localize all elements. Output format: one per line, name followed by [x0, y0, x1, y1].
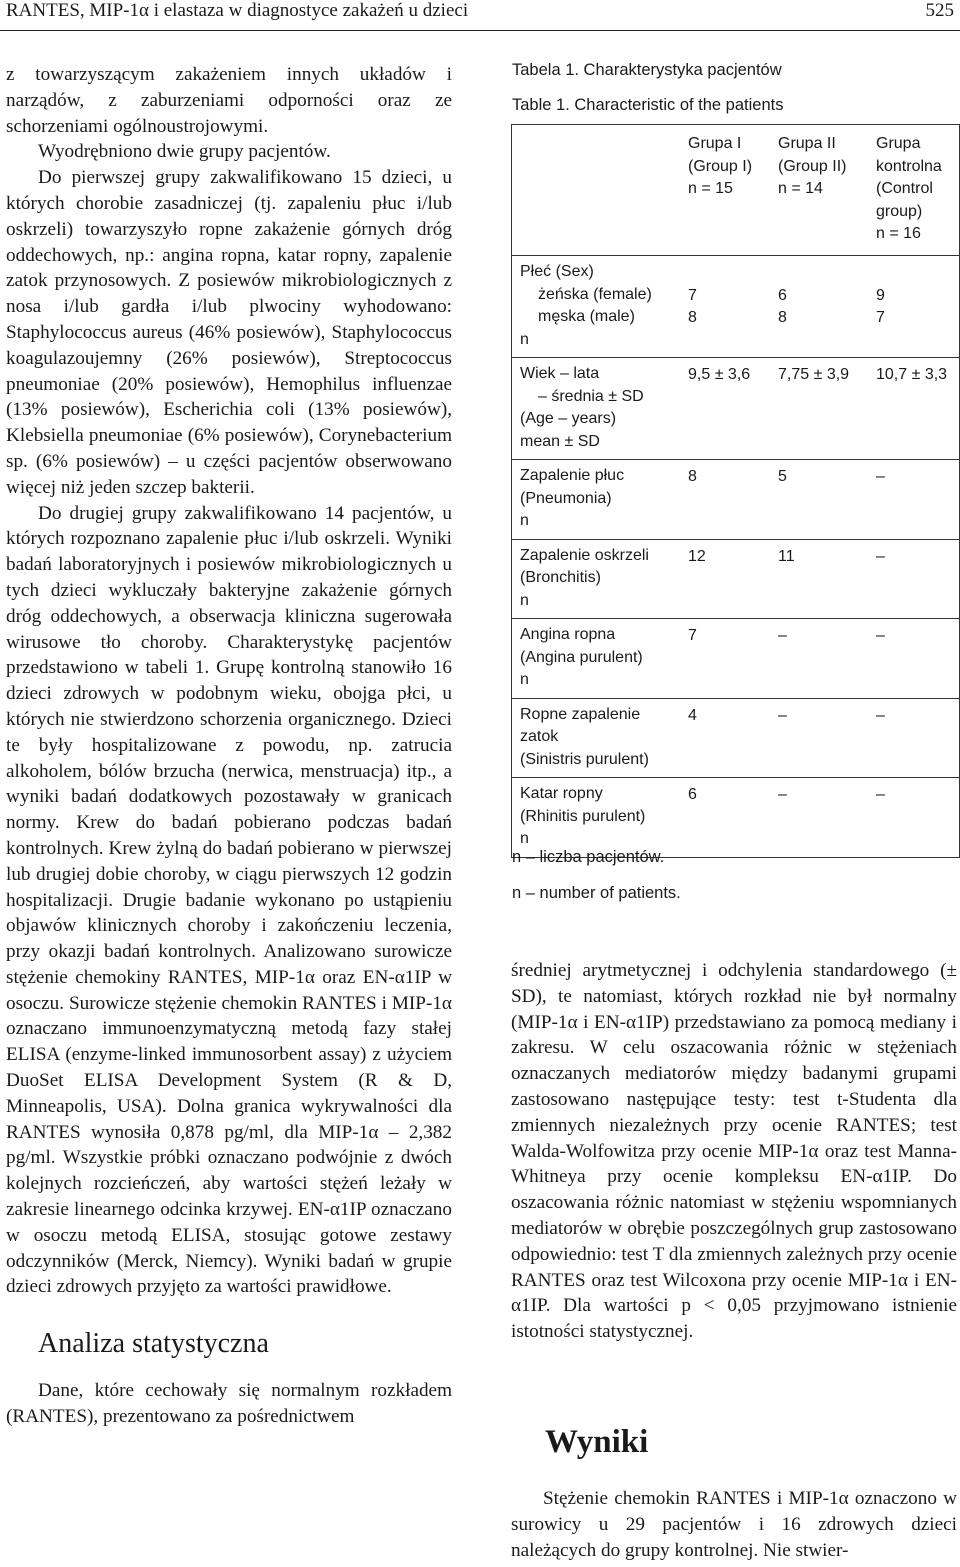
left-column [6, 62, 452, 1430]
header-rule [0, 30, 960, 31]
header-text: Grupa [876, 135, 921, 152]
cell-group-two: 7,75 ± 3,9 [778, 366, 850, 383]
header-text: Grupa II [778, 135, 836, 152]
label-line: męska (male) [538, 308, 635, 325]
header-control-group [876, 133, 942, 246]
cell-group-one: 12 [688, 547, 706, 565]
header-text: (Group I) [688, 157, 753, 175]
label-line: (Bronchitis) [520, 569, 601, 586]
cell-group-two: 5 [778, 468, 787, 485]
cell-group-one: 6 [688, 786, 697, 803]
label-line: (Pneumonia) [520, 489, 612, 507]
table-note-pl: n – liczba pacjentów. [512, 848, 665, 866]
table-row [512, 699, 959, 779]
header-text: kontrolna [876, 157, 942, 175]
cell-control: 9 7 [876, 286, 885, 326]
label-line: Zapalenie oskrzeli [520, 546, 649, 564]
label-line: mean ± SD [520, 432, 600, 450]
right-column-results [511, 1486, 957, 1563]
label-line: n [520, 512, 529, 529]
cell-control: – [876, 627, 885, 644]
cell-group-two: 6 8 [778, 286, 787, 326]
label-line: (Sinistris purulent) [520, 750, 649, 768]
table-row [512, 358, 959, 460]
row-label [512, 778, 680, 857]
paragraph-statistics: Dane, które cechowały się normalnym rozkładem (RANTES), prezentowano za pośrednictwem [6, 1380, 452, 1428]
cell-group-two: – [778, 627, 787, 644]
cell-group-one: 4 [688, 706, 697, 724]
paragraph-continued: z towarzyszącym zakażeniem innych układów i narządów, z zaburzeniami odporności oraz ze schorzeniami ogólnoustrojowymi. [6, 64, 452, 137]
row-label [512, 699, 680, 778]
label-line: – średnia ± SD [538, 387, 644, 405]
table-header-row [512, 125, 959, 256]
cell-group-two: 11 [778, 547, 795, 565]
label-line: zatok [520, 728, 559, 745]
cell-group-one: 8 [688, 468, 697, 485]
header-text: group) [876, 202, 923, 220]
section-heading-results: Wyniki [545, 1424, 649, 1460]
header-text: n = 14 [778, 180, 823, 197]
cell-group-two: – [778, 706, 787, 724]
label-line: Ropne zapalenie [520, 705, 641, 723]
cell-control: – [876, 547, 885, 565]
row-label [512, 256, 680, 357]
cell-control: 10,7 ± 3,3 [876, 366, 948, 383]
running-header [6, 0, 954, 26]
cell-group-one: 7 8 [688, 286, 697, 326]
paragraph-statistics-continued: średniej arytmetycznej i odchylenia standardowego (± SD), te natomiast, których rozkład nie był normalny (MIP-1α i EN-α1IP) przedstawiano za pomocą mediany i zakresu. W celu oszacowania różnic w stężeniach oznaczanych mediatorów między badanymi grupami zastosowano następujące testy: test t-Studenta dla zmiennych niezależnych przy ocenie RANTES; test Walda-Wolfowitza przy ocenie MIP-1α oraz test Manna-Whitneya przy ocenie kompleksu EN-α1IP. Do oszacowania różnic natomiast w stężeniu wspomnianych mediatorów w obrębie poszczególnych grup zastosowano odpowiednio: test T dla zmiennych zależnych przy ocenie RANTES oraz test Wilcoxona przy ocenie MIP-1α i EN-α1IP. Dla wartości p < 0,05 przyjmowano istnienie istotności statystycznej. [511, 960, 957, 1343]
label-line: (Angina purulent) [520, 648, 643, 666]
table-note-en: n – number of patients. [512, 884, 681, 902]
table-row [512, 460, 959, 540]
paragraph-results: Stężenie chemokin RANTES i MIP-1α oznaczono w surowicy u 29 pacjentów i 16 zdrowych dzieci należących do grupy kontrolnej. Nie stwier- [511, 1488, 957, 1561]
header-text: n = 16 [876, 225, 921, 242]
label-line: Angina ropna [520, 626, 616, 643]
header-text: (Group II) [778, 157, 847, 175]
label-line: (Rhinitis purulent) [520, 807, 646, 825]
label-line: n [520, 671, 529, 688]
header-text: n = 15 [688, 180, 733, 197]
label-line: (Age – years) [520, 410, 617, 427]
label-line: n [520, 830, 529, 847]
cell-group-one: 7 [688, 627, 697, 644]
patients-table [511, 124, 960, 858]
table-row [512, 540, 959, 620]
paragraph-group-one: Do pierwszej grupy zakwalifikowano 15 dzieci, u których chorobie zasadniczej (tj. zapaleniu płuc i/lub oskrzeli) towarzyszyło ropne zakażenie górnych dróg oddechowych, np.: angina ropna, katar ropny, zapalenie zatok przynosowych. Z posiewów mikrobiologicznych z nosa i/lub gardła i/lub plwociny wyhodowano: Staphylococcus aureus (46% posiewów), Staphylococcus koagulazoujemny (26% posiewów), Streptococcus pneumoniae (20% posiewów), Hemophilus influenzae (13% posiewów), Escherichia coli (13% posiewów), Klebsiella pneumoniae (6% posiewów), Corynebacterium sp. (6% posiewów) – u części pacjentów obserwowano więcej niż jeden szczep bakterii. [6, 167, 452, 498]
page-number: 525 [925, 0, 954, 21]
row-label [512, 540, 680, 619]
cell-group-two: – [778, 786, 787, 803]
cell-control: – [876, 786, 885, 803]
row-label [512, 619, 680, 698]
paragraph-group-two: Do drugiej grupy zakwalifikowano 14 pacjentów, u których rozpoznano zapalenie płuc i/lub oskrzeli. Wyniki badań laboratoryjnych i posiewów mikrobiologicznych u tych dzieci wykluczały bakteryjne zakażenie górnych dróg oddechowych, a obserwacja kliniczna sugerowała wirusowe tło choroby. Charakterystykę pacjentów przedstawiono w tabeli 1. Grupę kontrolną stanowiło 16 dzieci zdrowych w podobnym wieku, obojga płci, u których nie stwierdzono schorzenia organicznego. Dzieci te były hospitalizowane z powodu, np. zatrucia alkoholem, bólów brzucha (nerwica, menstruacja) itp., a wyniki badań dodatkowych pozostawały w granicach normy. Krew do badań pobierano podczas badań kontrolnych. Krew żylną do badań pobierano w pierwszej lub drugiej dobie choroby, w ciągu pierwszych 12 godzin hospitalizacji. Drugie badanie wykonano po ustąpieniu objawów klinicznych choroby i zakończeniu leczenia, przy okazji badań kontrolnych. Analizowano surowicze stężenie chemokiny RANTES, MIP-1α oraz EN-α1IP w osoczu. Surowicze stężenie chemokin RANTES i MIP-1α oznaczano immunoenzymatyczną metodą fazy stałej ELISA (enzyme-linked immunosorbent assay) z użyciem DuoSet ELISA Development System (R & D, Minneapolis, USA). Dolna granica wykrywalności dla RANTES wynosiła 0,878 pg/ml, dla MIP-1α – 2,382 pg/ml. Wszystkie próbki oznaczano podwójnie z dwóch kolejnych rozcieńczeń, aby wartości stężeń leżały w zakresie linearnego odcinka krzywej. EN-α1IP oznaczano w osoczu metodą ELISA, stosując gotowe zestawy odczynników (Merck, Niemcy). Wyniki badań w grupie dzieci zdrowych przyjęto za wartości prawidłowe. [6, 502, 452, 1298]
table-row [512, 619, 959, 699]
cell-control: – [876, 706, 885, 724]
label-line: Płeć (Sex) [520, 263, 594, 280]
label-line: Katar ropny [520, 785, 603, 802]
right-column-text [511, 958, 957, 1345]
header-text: (Control [876, 180, 933, 197]
header-text: Grupa I [688, 135, 742, 152]
label-line: żeńska (female) [538, 285, 652, 303]
label-line: n [520, 591, 529, 609]
row-label [512, 358, 680, 459]
table-row [512, 256, 959, 358]
cell-group-one: 9,5 ± 3,6 [688, 366, 751, 383]
cell-control: – [876, 468, 885, 485]
paragraph-groups: Wyodrębniono dwie grupy pacjentów. [38, 141, 331, 163]
header-group-one [688, 133, 752, 201]
table-caption-pl: Tabela 1. Charakterystyka pacjentów [512, 61, 782, 79]
section-heading-statistics: Analiza statystyczna [38, 1328, 269, 1360]
table-row [512, 778, 959, 857]
label-line: Wiek – lata [520, 365, 600, 382]
header-group-two [778, 133, 846, 201]
label-line: Zapalenie płuc [520, 467, 625, 484]
label-line: n [520, 330, 529, 348]
row-label [512, 460, 680, 539]
table-caption-en: Table 1. Characteristic of the patients [512, 96, 784, 114]
running-head: RANTES, MIP-1α i elastaza w diagnostyce zakażeń u dzieci [6, 0, 469, 21]
